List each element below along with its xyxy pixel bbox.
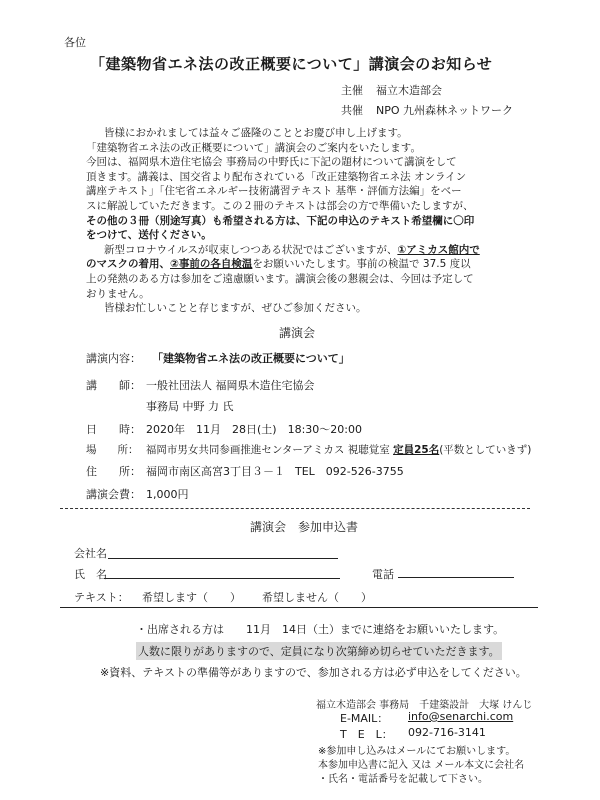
intro-line: をつけて、送付ください。 (86, 229, 212, 242)
form-bottom-line (60, 607, 538, 608)
company-label: 会社名 (74, 547, 107, 560)
intro-line: スに解説していただきます。この２冊のテキストは部会の方で準備いたしますが、 (86, 199, 474, 212)
phone-field[interactable] (398, 577, 514, 578)
lecture-value-address: 福岡市南区高宮3丁目３－１ (146, 465, 285, 478)
organizer-label: 主催 (341, 84, 363, 97)
contact-office: 福立木造部会 事務局 千建築設計 大塚 けんじ (316, 700, 533, 711)
contact-note-3: ・氏名・電話番号を記載して下さい。 (318, 774, 488, 785)
covid-text: のマスクの着用、 (86, 258, 170, 271)
text-option-no[interactable]: 希望しません（ ） (262, 591, 372, 604)
covid-mask-emphasis: ①アミカス館内で (397, 243, 480, 256)
deadline-note: ・出席される方は 11月 14日（土）までに連絡をお願いいたします。 (136, 623, 505, 636)
lecture-value-fee: 1,000円 (146, 488, 189, 501)
intro-line: 皆様におかれましては益々ご盛隆のこととお慶び申し上げます。 (104, 127, 408, 139)
lecture-label-venue: 場 所： (86, 444, 139, 456)
lecture-label-address: 住 所： (86, 465, 141, 478)
covid-text: をお願いいたします。事前の検温で 37.5 度以 (252, 258, 471, 271)
covid-line (86, 243, 480, 258)
intro-line: その他の３冊（別途写真）も希望される方は、下記の申込のテキスト希望欄に〇印 (86, 214, 475, 227)
text-label: テキスト： (74, 591, 129, 604)
page-title: 「建築物省エネ法の改正概要について」講演会のお知らせ (90, 55, 493, 73)
form-heading: 講演会 参加申込書 (250, 520, 359, 534)
phone-label: 電話 (372, 568, 394, 581)
lecture-label-content: 講演内容： (86, 352, 141, 365)
name-label: 氏 名 (74, 568, 107, 581)
name-field[interactable] (104, 578, 340, 579)
lecture-heading: 講演会 (279, 326, 316, 340)
covid-line: 上の発熱のある方は参加をご遠慮願います。講演会後の懇親会は、今回は予定して (86, 272, 474, 285)
lecture-label-fee: 講演会費： (86, 488, 141, 501)
intro-line: 「建築物省エネ法の改正概要について」講演会のご案内をいたします。 (86, 141, 421, 154)
venue-capacity: 定員25名 (393, 444, 440, 456)
lecture-value-speaker-org: 一般社団法人 福岡県木造住宅協会 (146, 379, 315, 392)
intro-paragraph (86, 126, 480, 316)
lecture-value-speaker-name: 事務局 中野 力 氏 (146, 400, 234, 413)
contact-note-2: 本参加申込書に記入 又は メール本文に会社名 (318, 760, 525, 771)
lecture-value-datetime: 2020年 11月 28日(土) 18:30～20:00 (146, 423, 362, 436)
covid-check-emphasis: ②事前の各自検温 (170, 258, 253, 271)
lecture-label-speaker: 講 師： (86, 379, 141, 392)
section-divider (60, 508, 530, 509)
covid-line (86, 257, 480, 272)
lecture-value-content: 「建築物省エネ法の改正概要について」 (152, 352, 350, 365)
contact-tel-label: T E L： (340, 728, 393, 741)
closing-line: 皆様お忙しいことと存じますが、ぜひご参加ください。 (104, 302, 367, 315)
contact-email-label: E-MAIL： (340, 712, 389, 725)
venue-capacity-note: (平数としていきず) (439, 444, 532, 456)
prep-note: ※資料、テキストの準備等がありますので、参加される方は必ず申込をしてください。 (100, 666, 527, 679)
contact-note-1: ※参加申し込みはメールにてお願いします。 (318, 746, 516, 757)
lecture-value-venue: 福岡市男女共同参画推進センターアミカス 視聴覚室 (145, 444, 394, 456)
covid-text: 新型コロナウイルスが収束しつつある状況ではございますが、 (104, 243, 398, 256)
text-option-yes[interactable]: 希望します（ ） (142, 591, 241, 604)
cohost-label: 共催 (341, 104, 363, 117)
lecture-value-tel: TEL 092-526-3755 (295, 465, 404, 478)
addressee: 各位 (64, 36, 86, 49)
intro-line: 今回は、福岡県木造住宅協会 事務局の中野氏に下記の題材について講演をして (86, 156, 457, 169)
lecture-row-venue (86, 442, 531, 457)
limit-note: 人数に限りがありますので、定員になり次第締め切らせていただきます。 (136, 642, 502, 660)
lecture-label-datetime: 日 時： (86, 423, 141, 436)
intro-line: 講座テキスト」「住宅省エネルギー技術講習テキスト 基準・評価方法編」をベー (86, 185, 462, 198)
organizer: 福立木造部会 (376, 84, 442, 97)
cohost: NPO 九州森林ネットワーク (376, 104, 514, 117)
intro-line: 頂きます。講義は、国交省より配布されている「改正建築物省エネ法 オンライン (86, 170, 467, 183)
company-field[interactable] (108, 558, 338, 559)
covid-line: おりません。 (86, 287, 150, 300)
contact-tel: 092-716-3141 (408, 726, 486, 739)
contact-email[interactable]: info@senarchi.com (408, 710, 514, 723)
